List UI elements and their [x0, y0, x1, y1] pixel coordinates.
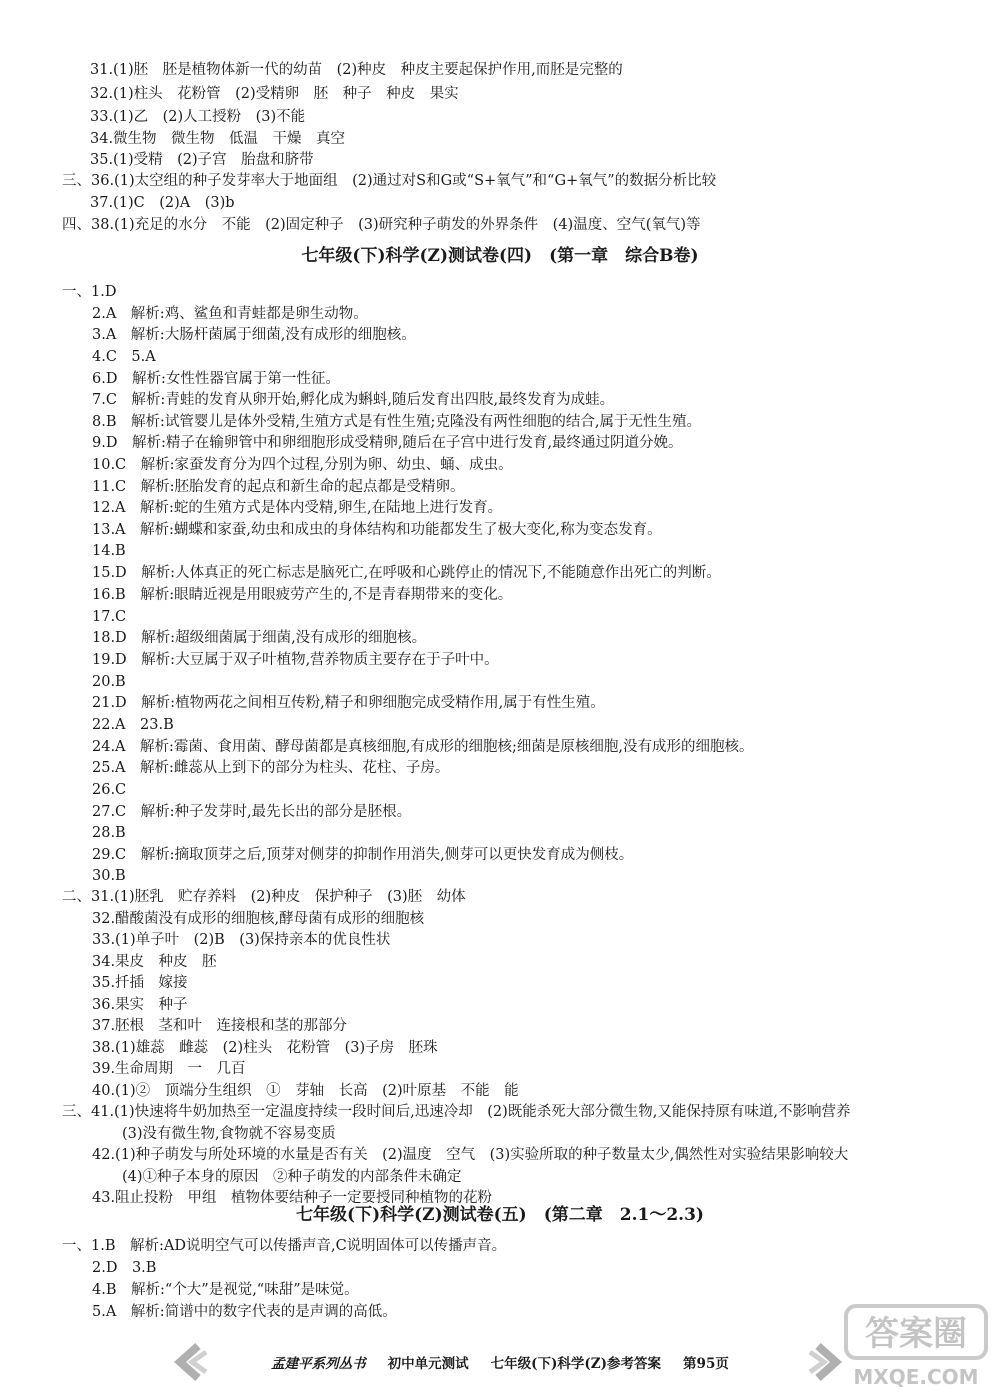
answer-line: 36.果实 种子 [92, 996, 188, 1013]
section-title-test-4: 七年级(下)科学(Z)测试卷(四) (第一章 综合B卷) [301, 246, 699, 266]
answer-line: 26.C [92, 782, 127, 798]
answer-line: 12.A 解析:蛇的生殖方式是体内受精,卵生,在陆地上进行发育。 [92, 500, 503, 516]
answer-line: 35.扦插 嫁接 [92, 975, 188, 991]
answer-line: 29.C 解析:摘取顶芽之后,顶芽对侧芽的抑制作用消失,侧芽可以更快发育成为侧枝。 [92, 847, 634, 863]
answer-line: 9.D 解析:精子在输卵管中和卵细胞形成受精卵,随后在子宫中进行发育,最终通过阴道分娩。 [92, 435, 683, 451]
svg-text:MXQE.COM: MXQE.COM [853, 1365, 979, 1389]
answer-line: 10.C 解析:家蚕发育分为四个过程,分别为卵、幼虫、蛹、成虫。 [92, 457, 513, 473]
answer-line: 27.C 解析:种子发芽时,最先长出的部分是胚根。 [92, 804, 412, 820]
answer-line: 19.D 解析:大豆属于双子叶植物,营养物质主要存在于子叶中。 [92, 652, 499, 668]
answer-line: 28.B [92, 825, 126, 841]
answer-line: 43.阻止投粉 甲组 植物体要结种子一定要授同种植物的花粉 [92, 1190, 493, 1206]
footer-page-number: 第95页 [683, 1356, 729, 1372]
answer-line: 4.C 5.A [92, 349, 156, 365]
answer-line: 2.A 解析:鸡、鲨鱼和青蛙都是卵生动物。 [92, 306, 368, 322]
answer-line: 32.醋酸菌没有成形的细胞核,酵母菌有成形的细胞核 [92, 910, 425, 927]
answer-line: 33.(1)乙 (2)人工授粉 (3)不能 [90, 109, 306, 125]
answer-line: 17.C [92, 609, 127, 625]
answer-line: 6.D 解析:女性性器官属于第一性征。 [92, 371, 340, 387]
answer-line: 38.(1)雄蕊 雌蕊 (2)柱头 花粉管 (3)子房 胚珠 [92, 1039, 438, 1056]
answer-line: 15.D 解析:人体真正的死亡标志是脑死亡,在呼吸和心跳停止的情况下,不能随意作出死亡的判断。 [92, 565, 721, 581]
answer-line: 四、38.(1)充足的水分 不能 (2)固定种子 (3)研究种子萌发的外界条件 (4)温度、空气(氧气)等 [62, 217, 701, 233]
answer-line: 42.(1)种子萌发与所处环境的水量是否有关 (2)温度 空气 (3)实验所取的种子数量太少,偶然性对实验结果影响较大 [92, 1147, 849, 1163]
answer-line: 32.(1)柱头 花粉管 (2)受精卵 胚 种子 种皮 果实 [90, 86, 459, 102]
answer-line: 3.A 解析:大肠杆菌属于细菌,没有成形的细胞核。 [92, 327, 416, 343]
answer-line: 22.A 23.B [92, 717, 174, 733]
answer-line: 三、36.(1)太空组的种子发芽率大于地面组 (2)通过对S和G或“S+氧气”和“G+氧气”的数据分析比较 [62, 173, 717, 189]
answer-line: 14.B [92, 543, 126, 559]
answer-line: 39.生命周期 一 几百 [92, 1061, 246, 1077]
svg-text:答案圈: 答案圈 [865, 1314, 967, 1354]
answer-line: 13.A 解析:蝴蝶和家蚕,幼虫和成虫的身体结构和功能都发生了极大变化,称为变态发育。 [92, 522, 662, 538]
answer-line: 7.C 解析:青蛙的发育从卵开始,孵化成为蝌蚪,随后发育出四肢,最终发育为成蛙。 [92, 392, 615, 408]
footer-subject: 七年级(下)科学(Z)参考答案 [490, 1356, 662, 1372]
answer-line: 二、31.(1)胚乳 贮存养料 (2)种皮 保护种子 (3)胚 幼体 [62, 889, 466, 905]
answer-line: 16.B 解析:眼睛近视是用眼疲劳产生的,不是青春期带来的变化。 [92, 587, 513, 603]
page-footer [195, 1352, 805, 1374]
answer-line: (3)没有微生物,食物就不容易变质 [122, 1125, 336, 1142]
answer-line: 31.(1)胚 胚是植物体新一代的幼苗 (2)种皮 种皮主要起保护作用,而胚是完整的 [90, 62, 623, 78]
answer-line: 21.D 解析:植物两花之间相互传粉,精子和卵细胞完成受精作用,属于有性生殖。 [92, 695, 605, 711]
watermark-logo [842, 1300, 992, 1390]
answer-line: (4)①种子本身的原因 ②种子萌发的内部条件未确定 [122, 1168, 462, 1185]
answer-line: 一、1.B 解析:AD说明空气可以传播声音,C说明固体可以传播声音。 [62, 1238, 507, 1254]
answer-line: 25.A 解析:雌蕊从上到下的部分为柱头、花柱、子房。 [92, 760, 450, 776]
answer-line: 40.(1)② 顶端分生组织 ① 芽轴 长高 (2)叶原基 不能 能 [92, 1082, 519, 1099]
section-title-test-5: 七年级(下)科学(Z)测试卷(五) (第二章 2.1～2.3) [296, 1205, 704, 1225]
answer-line: 18.D 解析:超级细菌属于细菌,没有成形的细胞核。 [92, 630, 427, 646]
answer-line: 37.(1)C (2)A (3)b [90, 195, 235, 211]
answer-line: 11.C 解析:胚胎发育的起点和新生命的起点都是受精卵。 [92, 479, 465, 495]
answer-line: 2.D 3.B [92, 1260, 157, 1276]
footer-series: 孟建平系列丛书 [271, 1356, 366, 1372]
answer-line: 5.A 解析:简谱中的数字代表的是声调的高低。 [92, 1304, 397, 1320]
answer-line: 33.(1)单子叶 (2)B (3)保持亲本的优良性状 [92, 932, 391, 948]
answer-line: 24.A 解析:霉菌、食用菌、酵母菌都是真核细胞,有成形的细胞核;细菌是原核细胞,没有成形的细胞核。 [92, 739, 754, 755]
answer-line: 三、41.(1)快速将牛奶加热至一定温度持续一段时间后,迅速冷却 (2)既能杀死大部分微生物,又能保持原有味道,不影响营养 [62, 1104, 851, 1120]
answer-line: 20.B [92, 674, 126, 690]
answer-line: 4.B 解析:“个大”是视觉,“味甜”是味觉。 [92, 1282, 359, 1298]
answer-line: 34.微生物 微生物 低温 干燥 真空 [90, 131, 346, 147]
answer-line: 34.果皮 种皮 胚 [92, 953, 217, 970]
answer-line: 一、1.D [62, 284, 117, 300]
footer-book: 初中单元测试 [387, 1356, 469, 1372]
answer-line: 37.胚根 茎和叶 连接根和茎的那部分 [92, 1018, 348, 1034]
answer-line: 30.B [92, 868, 126, 884]
answer-line: 8.B 解析:试管婴儿是体外受精,生殖方式是有性生殖;克隆没有两性细胞的结合,属于无性生殖。 [92, 414, 701, 430]
answer-line: 35.(1)受精 (2)子宫 胎盘和脐带 [90, 152, 314, 168]
